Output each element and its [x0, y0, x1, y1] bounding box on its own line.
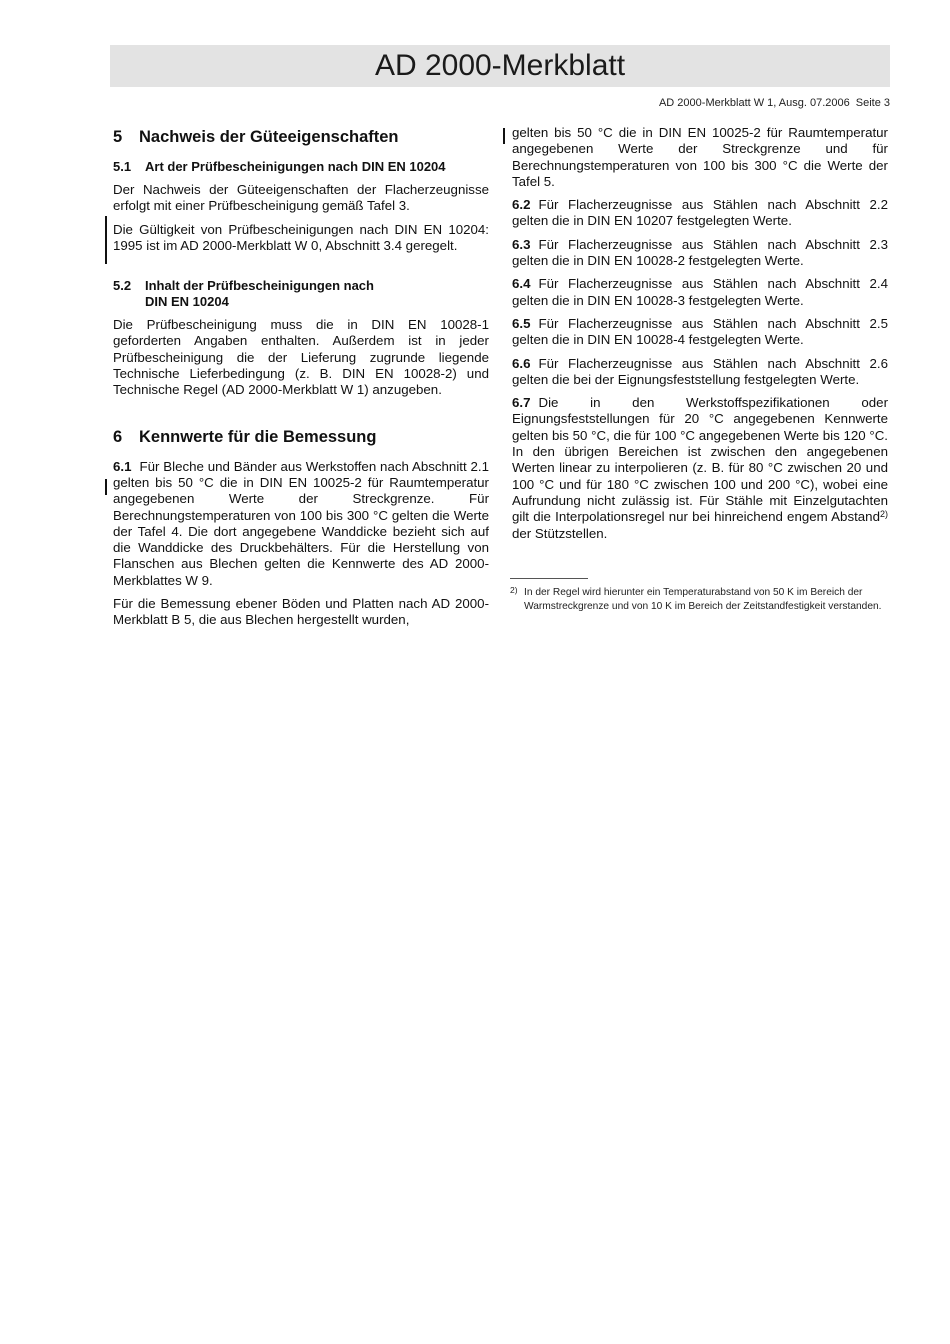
section-5-2-paragraph-1: Die Prüfbescheinigung muss die in DIN EN 10028-1 geforderten Angaben enthalten. Außerdem ist in jeder Prüfbescheinigung die der Lieferung zugrunde liegende Technische Lieferbedingung (z. B. DIN EN 10028-2) und Technische Regel (AD 2000-Merkblatt W 1) anzugeben. [113, 317, 489, 398]
section-5-1-paragraph-1: Der Nachweis der Güteeigenschaften der Flacherzeugnisse erfolgt mit einer Prüfbescheinigung gemäß Tafel 3. [113, 182, 489, 214]
section-6-5-number: 6.5 [512, 315, 531, 331]
section-6-5-text: Für Flacherzeugnisse aus Stählen nach Abschnitt 2.5 gelten die in DIN EN 10028-4 festgelegten Werte. [512, 315, 888, 348]
section-5-2-heading [113, 278, 489, 310]
section-6-6-text: Für Flacherzeugnisse aus Stählen nach Abschnitt 2.6 gelten die bei der Eignungsfeststellung festgelegten Werte. [512, 355, 888, 387]
section-6-3-paragraph [512, 237, 888, 270]
section-6-1-paragraph-2-continued: gelten bis 50 °C die in DIN EN 10025-2 für Raumtemperatur angegebenen Werte der Streckgrenze und für Berechnungstemperaturen von 100 bis 300 °C die Werte der Tafel 5. [512, 125, 888, 189]
running-head-text: AD 2000-Merkblatt W 1, Ausg. 07.2006 [658, 97, 850, 109]
footnote-text: In der Regel wird hierunter ein Temperaturabstand von 50 K im Bereich der Warmstreckgrenze und von 10 K im Bereich der Zeitstandfestigkeit verstanden. [524, 587, 882, 612]
section-5-1-number: 5.1 [113, 159, 132, 174]
section-6-2-text: Für Flacherzeugnisse aus Stählen nach Abschnitt 2.2 gelten die in DIN EN 10207 festgelegten Werte. [512, 197, 888, 229]
section-6-7-paragraph [512, 395, 888, 542]
section-6-7-text-end: der Stützstellen. [512, 525, 608, 541]
running-head [653, 97, 890, 109]
change-bar-right-top [503, 128, 505, 144]
page-number: Seite 3 [855, 97, 890, 109]
section-6-1-paragraph [113, 459, 489, 589]
right-column [512, 125, 888, 549]
section-5-1-title: Art der Prüfbescheinigungen nach DIN EN 10204 [145, 159, 446, 174]
section-6-number: 6 [113, 427, 123, 446]
section-6-4-number: 6.4 [512, 276, 531, 292]
section-5-heading [113, 127, 489, 147]
section-5-number: 5 [113, 128, 123, 146]
section-5-1-paragraph-2: Die Gültigkeit von Prüfbescheinigungen nach DIN EN 10204: 1995 ist im AD 2000-Merkblatt W 0, Abschnitt 3.4 geregelt. [113, 221, 489, 253]
footnote-reference: 2) [879, 509, 888, 520]
section-6-6-paragraph [512, 356, 888, 389]
section-6-7-text: Die in den Werkstoffspezifikationen oder Eignungsfeststellungen für 20 °C angegebenen Kennwerte gelten bis 50 °C, die für 100 °C angegebenen Werte bis 120 °C. In den übrigen Bereichen ist zwischen den angegebenen Werten linear zu interpolieren (z. B. für 80 °C zwischen 20 und 100 °C und für 180 °C zwischen 100 und 200 °C), wobei eine Aufrundung nicht zulässig ist. Für Stähle mit Einzelgutachten gilt die Interpolationsregel nur bei hinreichend engem Abstand [512, 395, 888, 525]
section-6-7-number: 6.7 [512, 395, 531, 411]
footnote-separator [510, 578, 588, 579]
document-banner [110, 45, 890, 87]
footnote [510, 586, 886, 613]
section-6-3-text: Für Flacherzeugnisse aus Stählen nach Abschnitt 2.3 gelten die in DIN EN 10028-2 festgelegten Werte. [512, 236, 888, 269]
section-6-6-number: 6.6 [512, 355, 531, 371]
section-6-1-text: Für Bleche und Bänder aus Werkstoffen nach Abschnitt 2.1 gelten bis 50 °C die in DIN EN 10025-2 für Raumtemperatur angegebenen Werte der Streckgrenze. Für Berechnungstemperaturen von 100 bis 300 °C gelten die Werte der Tafel 4. Die dort angegebene Wanddicke bezieht sich auf die Wanddicke des Druckbehälters. Für die Herstellung von Flanschen aus Blechen gelten die Kennwerte des AD 2000-Merkblattes W 9. [113, 458, 489, 588]
section-6-5-paragraph [512, 316, 888, 349]
section-6-1-paragraph-2: Für die Bemessung ebener Böden und Platten nach AD 2000-Merkblatt B 5, die aus Blechen hergestellt wurden, [113, 596, 489, 628]
section-6-2-paragraph [512, 197, 888, 230]
change-bar-5-1 [105, 216, 107, 264]
left-column [113, 125, 489, 636]
section-6-1-number: 6.1 [113, 458, 132, 474]
section-6-title: Kennwerte für die Bemessung [139, 427, 377, 446]
section-6-4-text: Für Flacherzeugnisse aus Stählen nach Abschnitt 2.4 gelten die in DIN EN 10028-3 festgelegten Werte. [512, 276, 888, 308]
footnote-mark: 2) [510, 585, 518, 595]
section-5-title: Nachweis der Güteeigenschaften [139, 128, 399, 146]
section-5-2-title-line-2: DIN EN 10204 [145, 294, 229, 310]
section-5-1-heading [113, 159, 489, 175]
section-5-2-number: 5.2 [113, 278, 132, 294]
section-6-2-number: 6.2 [512, 197, 531, 213]
banner-title: AD 2000-Merkblatt [374, 49, 626, 82]
section-6-3-number: 6.3 [512, 236, 531, 252]
section-5-2-title-line-1: Inhalt der Prüfbescheinigungen nach [145, 278, 374, 294]
section-6-heading [113, 427, 489, 447]
section-6-4-paragraph [512, 276, 888, 309]
change-bar-6-1 [105, 479, 107, 495]
